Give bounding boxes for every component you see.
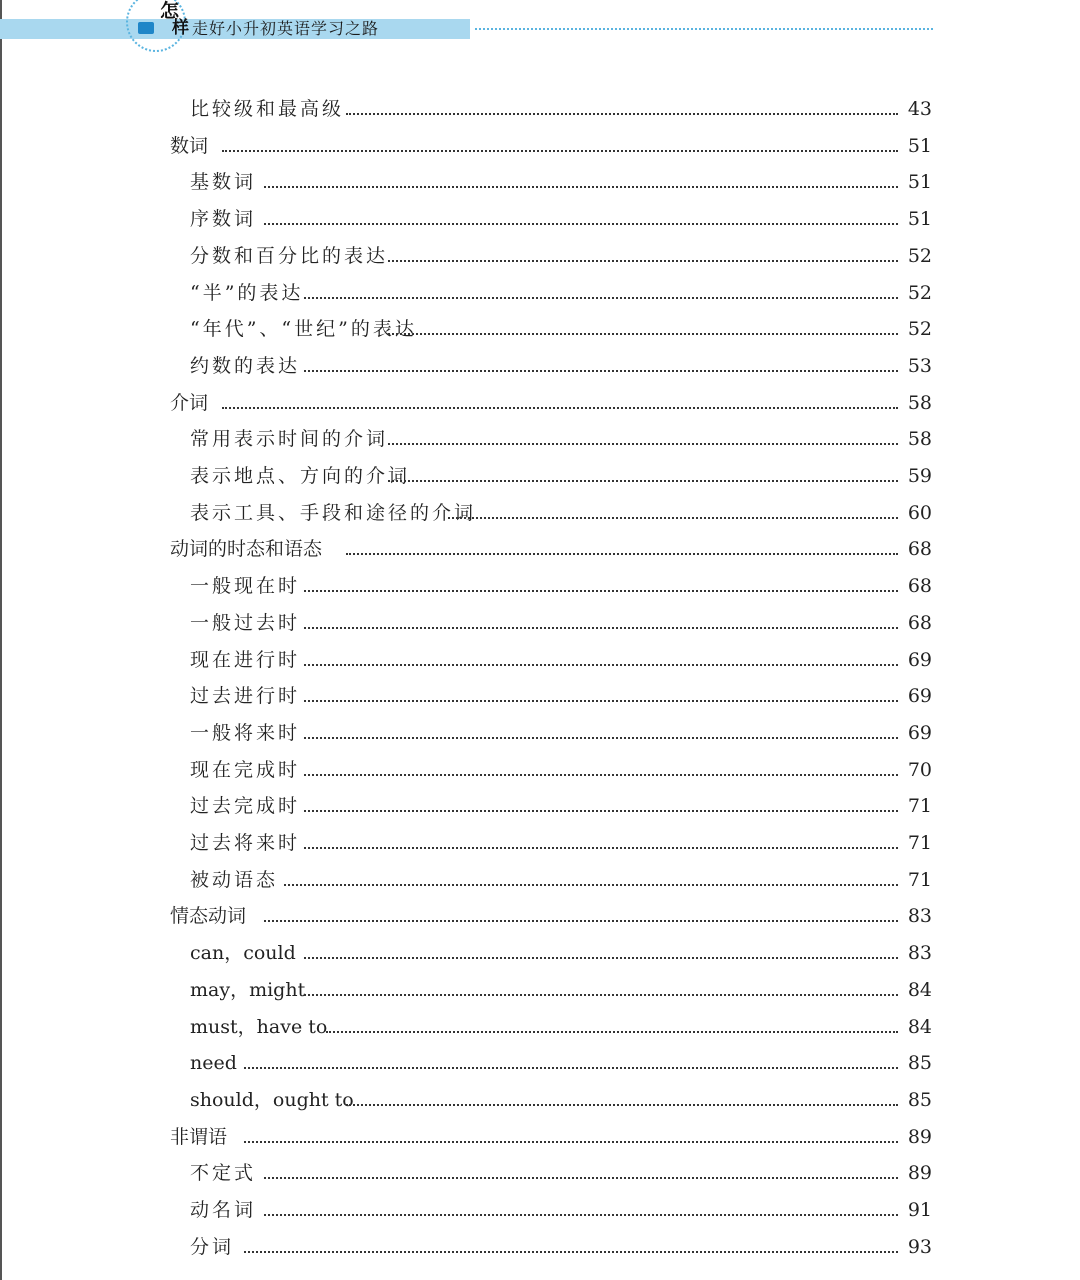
toc-dot-leader <box>222 150 898 152</box>
toc-dot-leader <box>304 847 898 849</box>
toc-entry-title: 一般过去时 <box>190 612 301 634</box>
toc-entry-title: 非谓语 <box>170 1126 228 1148</box>
toc-page-number: 84 <box>907 1016 932 1038</box>
toc-entry-title: 基数词 <box>190 171 257 193</box>
toc-entry-title: 不定式 <box>190 1162 257 1184</box>
toc-entry-section <box>0 935 1080 971</box>
toc-page-number: 60 <box>907 502 932 524</box>
toc-entry-chapter <box>0 1119 1080 1155</box>
toc-entry-title: 数词 <box>170 135 209 157</box>
running-header-title: 走好小升初英语学习之路 <box>192 19 380 38</box>
toc-dot-leader <box>346 113 898 115</box>
toc-page-number: 53 <box>907 355 932 377</box>
toc-dot-leader <box>388 260 898 262</box>
toc-page-number: 59 <box>907 465 932 487</box>
toc-dot-leader <box>264 1177 898 1179</box>
toc-dot-leader <box>346 1104 898 1106</box>
toc-dot-leader <box>388 443 898 445</box>
toc-page-number: 89 <box>907 1162 932 1184</box>
toc-dot-leader <box>304 627 898 629</box>
toc-dot-leader <box>304 994 898 996</box>
toc-page-number: 70 <box>907 759 932 781</box>
toc-entry-section <box>0 91 1080 127</box>
toc-entry-title: may，might <box>190 979 306 1001</box>
toc-dot-leader <box>304 810 898 812</box>
toc-entry-title: 过去完成时 <box>190 795 301 817</box>
toc-page-number: 68 <box>907 538 932 560</box>
toc-dot-leader <box>222 407 898 409</box>
toc-entry-section <box>0 715 1080 751</box>
toc-entry-section <box>0 1082 1080 1118</box>
toc-entry-title: must，have to <box>190 1016 328 1038</box>
toc-entry-section <box>0 311 1080 347</box>
toc-page-number: 43 <box>907 98 932 120</box>
toc-entry-title: 分词 <box>190 1236 235 1258</box>
toc-entry-section <box>0 275 1080 311</box>
toc-entry-title: 介词 <box>170 392 209 414</box>
toc-entry-section <box>0 238 1080 274</box>
toc-entry-section <box>0 605 1080 641</box>
toc-entry-title: 被动语态 <box>190 869 279 891</box>
toc-entry-title: 一般将来时 <box>190 722 301 744</box>
toc-dot-leader <box>244 1067 898 1069</box>
header-dotted-rule <box>475 28 933 30</box>
toc-entry-section <box>0 495 1080 531</box>
toc-page-number: 69 <box>907 722 932 744</box>
toc-dot-leader <box>244 1251 898 1253</box>
toc-entry-title: 分数和百分比的表达 <box>190 245 389 267</box>
toc-entry-title: 现在完成时 <box>190 759 301 781</box>
toc-dot-leader <box>346 553 898 555</box>
toc-page-number: 71 <box>907 832 932 854</box>
toc-entry-title: 序数词 <box>190 208 257 230</box>
toc-entry-section <box>0 568 1080 604</box>
toc-dot-leader <box>304 664 898 666</box>
toc-entry-title: 动词的时态和语态 <box>170 538 323 560</box>
toc-dot-leader <box>326 1031 898 1033</box>
toc-entry-title: 过去将来时 <box>190 832 301 854</box>
toc-dot-leader <box>448 517 898 519</box>
toc-entry-title: 表示工具、手段和途径的介词 <box>190 502 477 524</box>
toc-page-number: 68 <box>907 575 932 597</box>
toc-dot-leader <box>388 333 898 335</box>
toc-dot-leader <box>264 1214 898 1216</box>
toc-entry-title: 现在进行时 <box>190 649 301 671</box>
toc-entry-title: can，could <box>190 942 296 964</box>
toc-entry-title: 情态动词 <box>170 905 247 927</box>
toc-entry-chapter <box>0 531 1080 567</box>
toc-entry-title: 动名词 <box>190 1199 257 1221</box>
toc-dot-leader <box>304 774 898 776</box>
toc-entry-chapter <box>0 385 1080 421</box>
toc-page-number: 71 <box>907 869 932 891</box>
toc-page-number: 89 <box>907 1126 932 1148</box>
toc-page-number: 51 <box>907 208 932 230</box>
header-logo-char-1: 怎 <box>160 0 180 22</box>
toc-entry-section <box>0 752 1080 788</box>
toc-entry-section <box>0 788 1080 824</box>
toc-entry-section <box>0 862 1080 898</box>
toc-page-number: 69 <box>907 685 932 707</box>
toc-page-number: 83 <box>907 905 932 927</box>
toc-dot-leader <box>244 1141 898 1143</box>
toc-entry-title: should，ought to <box>190 1089 354 1111</box>
header-logo-char-2: 样 <box>172 18 189 38</box>
toc-entry-section <box>0 458 1080 494</box>
toc-dot-leader <box>304 737 898 739</box>
toc-dot-leader <box>304 370 898 372</box>
toc-entry-section <box>0 642 1080 678</box>
toc-entry-title: need <box>190 1052 237 1074</box>
toc-entry-title: 一般现在时 <box>190 575 301 597</box>
toc-dot-leader <box>264 223 898 225</box>
header-logo-mark <box>138 22 154 34</box>
toc-entry-title: 过去进行时 <box>190 685 301 707</box>
toc-page-number: 58 <box>907 392 932 414</box>
toc-dot-leader <box>304 700 898 702</box>
toc-page-number: 91 <box>907 1199 932 1221</box>
toc-dot-leader <box>284 884 898 886</box>
toc-entry-title: 表示地点、方向的介词 <box>190 465 411 487</box>
toc-entry-section <box>0 1229 1080 1265</box>
toc-page-number: 58 <box>907 428 932 450</box>
toc-entry-title: 约数的表达 <box>190 355 301 377</box>
toc-entry-section <box>0 1192 1080 1228</box>
toc-dot-leader <box>304 957 898 959</box>
toc-dot-leader <box>264 186 898 188</box>
toc-dot-leader <box>388 480 898 482</box>
toc-page-number: 93 <box>907 1236 932 1258</box>
toc-entry-section <box>0 421 1080 457</box>
toc-entry-section <box>0 825 1080 861</box>
toc-entry-section <box>0 972 1080 1008</box>
toc-dot-leader <box>264 920 898 922</box>
toc-entry-title: 比较级和最高级 <box>190 98 345 120</box>
toc-entry-title: “年代”、“世纪”的表达 <box>190 318 417 340</box>
toc-entry-section <box>0 1009 1080 1045</box>
toc-entry-section <box>0 1045 1080 1081</box>
toc-entry-section <box>0 678 1080 714</box>
toc-dot-leader <box>304 590 898 592</box>
toc-entry-section <box>0 201 1080 237</box>
toc-entry-title: 常用表示时间的介词 <box>190 428 389 450</box>
toc-entry-section <box>0 164 1080 200</box>
toc-page-number: 52 <box>907 245 932 267</box>
toc-entry-title: “半”的表达 <box>190 282 304 304</box>
toc-page-number: 68 <box>907 612 932 634</box>
toc-page-number: 52 <box>907 318 932 340</box>
toc-entry-chapter <box>0 898 1080 934</box>
toc-page-number: 51 <box>907 171 932 193</box>
toc-entry-section <box>0 1155 1080 1191</box>
toc-page-number: 85 <box>907 1089 932 1111</box>
toc-dot-leader <box>304 297 898 299</box>
toc-entry-chapter <box>0 128 1080 164</box>
toc-entry-section <box>0 348 1080 384</box>
toc-page-number: 84 <box>907 979 932 1001</box>
toc-page-number: 51 <box>907 135 932 157</box>
toc-page-number: 83 <box>907 942 932 964</box>
toc-page-number: 85 <box>907 1052 932 1074</box>
toc-page-number: 69 <box>907 649 932 671</box>
toc-page-number: 71 <box>907 795 932 817</box>
toc-page-number: 52 <box>907 282 932 304</box>
